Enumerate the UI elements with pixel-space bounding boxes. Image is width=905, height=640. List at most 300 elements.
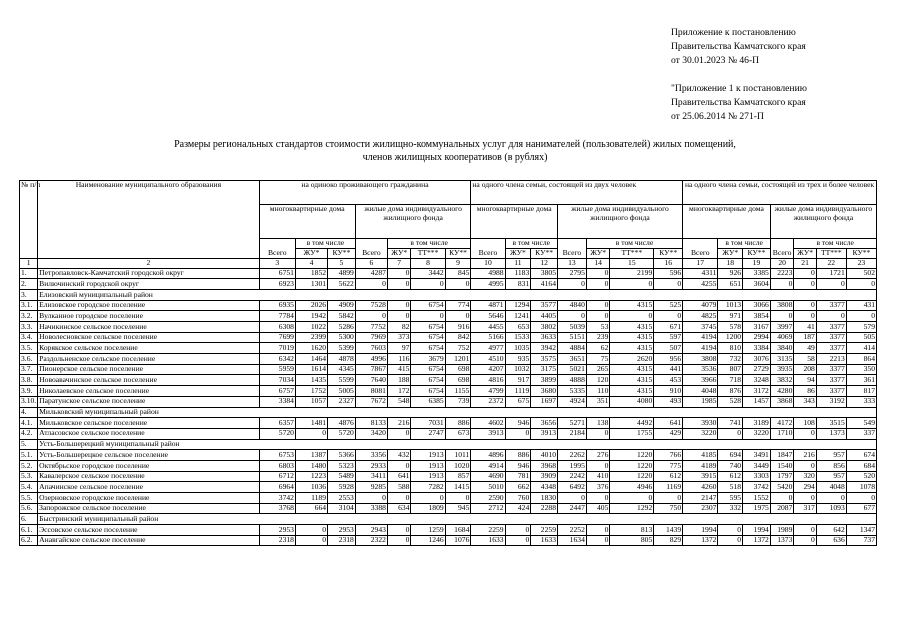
value-cell: 1913 <box>411 450 445 461</box>
value-cell: 520 <box>846 471 876 482</box>
value-cell: 5271 <box>557 418 586 429</box>
value-cell: 1022 <box>295 322 327 333</box>
value-cell: 6753 <box>259 450 295 461</box>
value-cell: 674 <box>846 450 876 461</box>
value-cell: 718 <box>718 375 743 386</box>
value-cell: 1220 <box>610 471 654 482</box>
value-cell: 0 <box>387 460 411 471</box>
value-cell: 886 <box>445 418 471 429</box>
value-cell: 1994 <box>743 525 771 536</box>
value-cell: 2199 <box>610 268 654 279</box>
value-cell: 0 <box>846 493 876 504</box>
header-note-line: Правительства Камчатского края <box>671 41 806 52</box>
column-number: 14 <box>586 259 610 269</box>
value-cell: 518 <box>718 482 743 493</box>
value-cell: 805 <box>610 535 654 546</box>
value-cell: 4185 <box>683 450 718 461</box>
value-cell: 886 <box>505 450 531 461</box>
value-cell: 612 <box>718 471 743 482</box>
value-cell: 4280 <box>770 386 794 397</box>
value-cell: 187 <box>794 332 816 343</box>
value-cell: 3966 <box>683 375 718 386</box>
header-note-gap <box>671 68 896 82</box>
row-number: 5.3. <box>20 471 38 482</box>
value-cell: 2447 <box>557 503 586 514</box>
municipality-name: Новолесновское сельское поселение <box>38 332 259 343</box>
value-cell: 1241 <box>505 311 531 322</box>
value-cell: 94 <box>794 375 816 386</box>
value-cell: 7031 <box>411 418 445 429</box>
value-cell: 1797 <box>770 471 794 482</box>
value-cell: 4315 <box>610 300 654 311</box>
header-zhu: ЖУ* <box>505 249 531 259</box>
value-cell: 4311 <box>683 268 718 279</box>
value-cell: 2372 <box>471 396 505 407</box>
value-cell: 0 <box>445 493 471 504</box>
column-number: 8 <box>411 259 445 269</box>
section-name: Усть-Большерецкий муниципальный район <box>38 439 877 450</box>
value-cell: 3411 <box>355 471 387 482</box>
value-cell: 677 <box>846 503 876 514</box>
value-cell: 4914 <box>471 460 505 471</box>
header-zhu: ЖУ* <box>718 249 743 259</box>
value-cell: 0 <box>794 460 816 471</box>
value-cell: 3997 <box>770 322 794 333</box>
value-cell: 108 <box>794 418 816 429</box>
header-total: Всего <box>355 239 387 259</box>
value-cell: 350 <box>846 364 876 375</box>
header-izhs-2: жилые дома индивидуального жилищного фонда <box>557 205 682 239</box>
value-cell: 4799 <box>471 386 505 397</box>
value-cell: 0 <box>557 311 586 322</box>
value-cell: 5842 <box>328 311 356 322</box>
value-cell: 3220 <box>683 428 718 439</box>
row-number: 3.7. <box>20 364 38 375</box>
value-cell: 864 <box>846 354 876 365</box>
value-cell: 2933 <box>355 460 387 471</box>
value-cell: 3388 <box>355 503 387 514</box>
municipality-name: Вулканное городское поселение <box>38 311 259 322</box>
value-cell: 597 <box>654 332 683 343</box>
value-cell: 431 <box>846 300 876 311</box>
value-cell: 376 <box>586 482 610 493</box>
value-cell: 2994 <box>743 332 771 343</box>
value-cell: 662 <box>505 482 531 493</box>
value-cell: 2590 <box>471 493 505 504</box>
value-cell: 1989 <box>770 525 794 536</box>
header-ku: КУ** <box>654 249 683 259</box>
value-cell: 0 <box>794 525 816 536</box>
value-cell: 3651 <box>557 354 586 365</box>
value-cell: 7752 <box>355 322 387 333</box>
value-cell: 1011 <box>445 450 471 461</box>
table-row <box>20 375 877 386</box>
value-cell: 2620 <box>610 354 654 365</box>
value-cell: 2087 <box>770 503 794 514</box>
value-cell: 8133 <box>355 418 387 429</box>
value-cell: 6754 <box>411 375 445 386</box>
title-line-1: Размеры региональных стандартов стоимости жилищно-коммунальных услуг для нанимателей (пользователей) жилых помещений, <box>174 139 736 150</box>
row-number: 6.2. <box>20 535 38 546</box>
value-cell: 5366 <box>328 450 356 461</box>
municipality-name: Атласовское сельское поселение <box>38 428 259 439</box>
row-number: 4.2. <box>20 428 38 439</box>
value-cell: 0 <box>718 535 743 546</box>
value-cell: 2318 <box>328 535 356 546</box>
value-cell: 3805 <box>531 268 558 279</box>
header-note <box>671 26 896 124</box>
value-cell: 4315 <box>610 386 654 397</box>
value-cell: 2795 <box>557 268 586 279</box>
municipality-name: Эссовское сельское поселение <box>38 525 259 536</box>
value-cell: 3930 <box>683 418 718 429</box>
municipality-name: Анавгайское сельское поселение <box>38 535 259 546</box>
value-cell: 956 <box>654 354 683 365</box>
column-number: 9 <box>445 259 471 269</box>
row-number: 5.2. <box>20 460 38 471</box>
value-cell: 845 <box>445 268 471 279</box>
value-cell: 971 <box>718 311 743 322</box>
value-cell: 0 <box>610 493 654 504</box>
value-cell: 6754 <box>411 364 445 375</box>
value-cell: 2223 <box>770 268 794 279</box>
value-cell: 337 <box>846 428 876 439</box>
table-row <box>20 525 877 536</box>
row-number: 1. <box>20 268 38 279</box>
value-cell: 1913 <box>411 471 445 482</box>
value-cell: 4048 <box>683 386 718 397</box>
value-cell: 505 <box>846 332 876 343</box>
value-cell: 1752 <box>295 386 327 397</box>
value-cell: 642 <box>816 525 846 536</box>
value-cell: 1634 <box>557 535 586 546</box>
value-cell: 1220 <box>610 460 654 471</box>
value-cell: 740 <box>718 460 743 471</box>
value-cell: 2259 <box>531 525 558 536</box>
header-zhu: ЖУ* <box>794 249 816 259</box>
value-cell: 3909 <box>531 471 558 482</box>
header-mkd-3: многоквартирные дома <box>683 205 771 239</box>
column-number: 22 <box>816 259 846 269</box>
value-cell: 4194 <box>683 343 718 354</box>
value-cell: 1852 <box>295 268 327 279</box>
value-cell: 4888 <box>557 375 586 386</box>
value-cell: 741 <box>718 418 743 429</box>
value-cell: 739 <box>445 396 471 407</box>
value-cell: 0 <box>794 268 816 279</box>
value-cell: 1614 <box>295 364 327 375</box>
value-cell: 2322 <box>355 535 387 546</box>
header-mkd-2: многоквартирные дома <box>471 205 558 239</box>
value-cell: 1372 <box>683 535 718 546</box>
value-cell: 1975 <box>743 503 771 514</box>
value-cell: 3913 <box>471 428 505 439</box>
table-header <box>20 181 877 269</box>
table-row <box>20 450 877 461</box>
value-cell: 3356 <box>355 450 387 461</box>
value-cell: 172 <box>387 386 411 397</box>
value-cell: 1372 <box>743 535 771 546</box>
value-cell: 774 <box>445 300 471 311</box>
row-number: 3.3. <box>20 322 38 333</box>
table-row <box>20 364 877 375</box>
value-cell: 3189 <box>743 418 771 429</box>
value-cell: 673 <box>445 428 471 439</box>
value-cell: 0 <box>387 279 411 290</box>
value-cell: 1259 <box>411 525 445 536</box>
value-cell: 3840 <box>770 343 794 354</box>
value-cell: 2553 <box>328 493 356 504</box>
value-cell: 332 <box>718 503 743 514</box>
value-cell: 3076 <box>743 354 771 365</box>
table-row <box>20 418 877 429</box>
value-cell: 5335 <box>557 386 586 397</box>
value-cell: 3491 <box>743 450 771 461</box>
column-number: 4 <box>295 259 327 269</box>
value-cell: 415 <box>387 364 411 375</box>
value-cell: 917 <box>505 375 531 386</box>
row-number: 3.6. <box>20 354 38 365</box>
value-cell: 1292 <box>610 503 654 514</box>
value-cell: 653 <box>505 322 531 333</box>
header-mkd-1: многоквартирные дома <box>259 205 355 239</box>
value-cell: 0 <box>794 300 816 311</box>
value-cell: 0 <box>295 535 327 546</box>
value-cell: 0 <box>794 279 816 290</box>
value-cell: 410 <box>586 471 610 482</box>
value-cell: 0 <box>505 428 531 439</box>
municipality-name: Новоавачинское сельское поселение <box>38 375 259 386</box>
value-cell: 1076 <box>445 535 471 546</box>
table-row <box>20 386 877 397</box>
value-cell: 4255 <box>683 279 718 290</box>
value-cell: 1032 <box>505 364 531 375</box>
row-number: 3.4. <box>20 332 38 343</box>
value-cell: 1942 <box>295 311 327 322</box>
header-group-three: на одного члена семьи, состоящей из трех и более человек <box>683 181 877 205</box>
row-number: 3.8. <box>20 375 38 386</box>
value-cell: 5489 <box>328 471 356 482</box>
value-cell: 414 <box>846 343 876 354</box>
value-cell: 0 <box>586 279 610 290</box>
value-cell: 2307 <box>683 503 718 514</box>
value-cell: 0 <box>794 311 816 322</box>
value-cell: 3384 <box>743 343 771 354</box>
value-cell: 6803 <box>259 460 295 471</box>
value-cell: 0 <box>718 525 743 536</box>
value-cell: 3808 <box>683 354 718 365</box>
value-cell: 6754 <box>411 343 445 354</box>
value-cell: 2026 <box>295 300 327 311</box>
value-cell: 1552 <box>743 493 771 504</box>
column-number: 12 <box>531 259 558 269</box>
value-cell: 2399 <box>295 332 327 343</box>
value-cell: 0 <box>770 311 794 322</box>
value-cell: 2213 <box>816 354 846 365</box>
municipality-name: Николаевское сельское поселение <box>38 386 259 397</box>
value-cell: 1457 <box>743 396 771 407</box>
header-name: Наименование муниципального образования <box>38 181 259 259</box>
value-cell: 651 <box>718 279 743 290</box>
value-cell: 7699 <box>259 332 295 343</box>
value-cell: 0 <box>654 311 683 322</box>
municipality-name: Вилючинский городской округ <box>38 279 259 290</box>
value-cell: 810 <box>718 343 743 354</box>
value-cell: 4080 <box>610 396 654 407</box>
value-cell: 4315 <box>610 375 654 386</box>
value-cell: 3385 <box>743 268 771 279</box>
value-cell: 595 <box>718 493 743 504</box>
value-cell: 1533 <box>505 332 531 343</box>
value-cell: 3377 <box>816 375 846 386</box>
value-cell: 829 <box>654 535 683 546</box>
header-tt: ТТ*** <box>816 249 846 259</box>
value-cell: 0 <box>794 535 816 546</box>
value-cell: 675 <box>505 396 531 407</box>
value-cell: 2747 <box>411 428 445 439</box>
header-total: Всего <box>471 239 505 259</box>
value-cell: 807 <box>718 364 743 375</box>
value-cell: 2288 <box>531 503 558 514</box>
value-cell: 5622 <box>328 279 356 290</box>
value-cell: 1985 <box>683 396 718 407</box>
value-cell: 8081 <box>355 386 387 397</box>
value-cell: 0 <box>586 300 610 311</box>
value-cell: 876 <box>718 386 743 397</box>
table-row <box>20 279 877 290</box>
municipality-name: Начикинское сельское поселение <box>38 322 259 333</box>
value-cell: 1684 <box>445 525 471 536</box>
value-cell: 945 <box>445 503 471 514</box>
value-cell: 1036 <box>295 482 327 493</box>
value-cell: 53 <box>586 322 610 333</box>
header-total: Всего <box>557 239 586 259</box>
value-cell: 2712 <box>471 503 505 514</box>
value-cell: 4348 <box>531 482 558 493</box>
value-cell: 3377 <box>816 343 846 354</box>
value-cell: 6751 <box>259 268 295 279</box>
value-cell: 0 <box>816 279 846 290</box>
value-cell: 4996 <box>355 354 387 365</box>
value-cell: 4048 <box>816 482 846 493</box>
value-cell: 5323 <box>328 460 356 471</box>
value-cell: 3768 <box>259 503 295 514</box>
value-cell: 6964 <box>259 482 295 493</box>
value-cell: 5399 <box>328 343 356 354</box>
value-cell: 3377 <box>816 300 846 311</box>
value-cell: 5010 <box>471 482 505 493</box>
value-cell: 6754 <box>411 332 445 343</box>
value-cell: 2262 <box>557 450 586 461</box>
value-cell: 781 <box>505 471 531 482</box>
municipality-name: Запорожское сельское поселение <box>38 503 259 514</box>
header-in-that: в том числе <box>505 239 557 249</box>
header-ku: КУ** <box>743 249 771 259</box>
value-cell: 0 <box>586 535 610 546</box>
header-ku: КУ** <box>531 249 558 259</box>
value-cell: 3135 <box>770 354 794 365</box>
value-cell: 188 <box>387 375 411 386</box>
value-cell: 1078 <box>846 482 876 493</box>
value-cell: 0 <box>586 493 610 504</box>
value-cell: 0 <box>586 428 610 439</box>
value-cell: 946 <box>505 418 531 429</box>
value-cell: 4871 <box>471 300 505 311</box>
value-cell: 3680 <box>531 386 558 397</box>
value-cell: 4069 <box>770 332 794 343</box>
value-cell: 4988 <box>471 268 505 279</box>
value-cell: 842 <box>445 332 471 343</box>
value-cell: 5720 <box>328 428 356 439</box>
value-cell: 373 <box>387 332 411 343</box>
municipality-name: Петропавловск-Камчатский городской округ <box>38 268 259 279</box>
column-number: 16 <box>654 259 683 269</box>
row-number: 5.6. <box>20 503 38 514</box>
value-cell: 6342 <box>259 354 295 365</box>
value-cell: 5021 <box>557 364 586 375</box>
value-cell: 752 <box>445 343 471 354</box>
value-cell: 1830 <box>531 493 558 504</box>
value-cell: 3303 <box>743 471 771 482</box>
value-cell: 5039 <box>557 322 586 333</box>
value-cell: 361 <box>846 375 876 386</box>
table-row <box>20 482 877 493</box>
value-cell: 596 <box>654 268 683 279</box>
value-cell: 0 <box>355 493 387 504</box>
value-cell: 429 <box>654 428 683 439</box>
value-cell: 0 <box>445 279 471 290</box>
value-cell: 5166 <box>471 332 505 343</box>
value-cell: 4946 <box>610 482 654 493</box>
value-cell: 3942 <box>531 343 558 354</box>
value-cell: 3832 <box>770 375 794 386</box>
value-cell: 3745 <box>683 322 718 333</box>
value-cell: 0 <box>387 311 411 322</box>
header-group-single: на одиноко проживающего гражданина <box>259 181 471 205</box>
value-cell: 1183 <box>505 268 531 279</box>
value-cell: 3167 <box>743 322 771 333</box>
header-in-that: в том числе <box>387 239 470 249</box>
value-cell: 1994 <box>683 525 718 536</box>
row-number: 3.10. <box>21 396 37 406</box>
value-cell: 1301 <box>295 279 327 290</box>
municipality-name: Корякское сельское поселение <box>38 343 259 354</box>
value-cell: 493 <box>654 396 683 407</box>
value-cell: 4287 <box>355 268 387 279</box>
value-cell: 6754 <box>411 322 445 333</box>
table-row <box>20 503 877 514</box>
table-row <box>20 322 877 333</box>
value-cell: 333 <box>846 396 876 407</box>
header-tt: ТТ*** <box>411 249 445 259</box>
value-cell: 1057 <box>295 396 327 407</box>
value-cell: 3377 <box>816 322 846 333</box>
value-cell: 82 <box>387 322 411 333</box>
table-row <box>20 343 877 354</box>
value-cell: 3968 <box>531 460 558 471</box>
value-cell: 0 <box>654 279 683 290</box>
table-row <box>20 354 877 365</box>
row-number: 3. <box>20 289 38 300</box>
title-line-2: членов жилищных кооперативов (в рублях) <box>362 152 548 163</box>
value-cell: 7867 <box>355 364 387 375</box>
value-cell: 0 <box>295 428 327 439</box>
value-cell: 2184 <box>557 428 586 439</box>
value-cell: 62 <box>586 343 610 354</box>
value-cell: 671 <box>654 322 683 333</box>
column-number: 1 <box>20 259 38 269</box>
value-cell: 265 <box>586 364 610 375</box>
